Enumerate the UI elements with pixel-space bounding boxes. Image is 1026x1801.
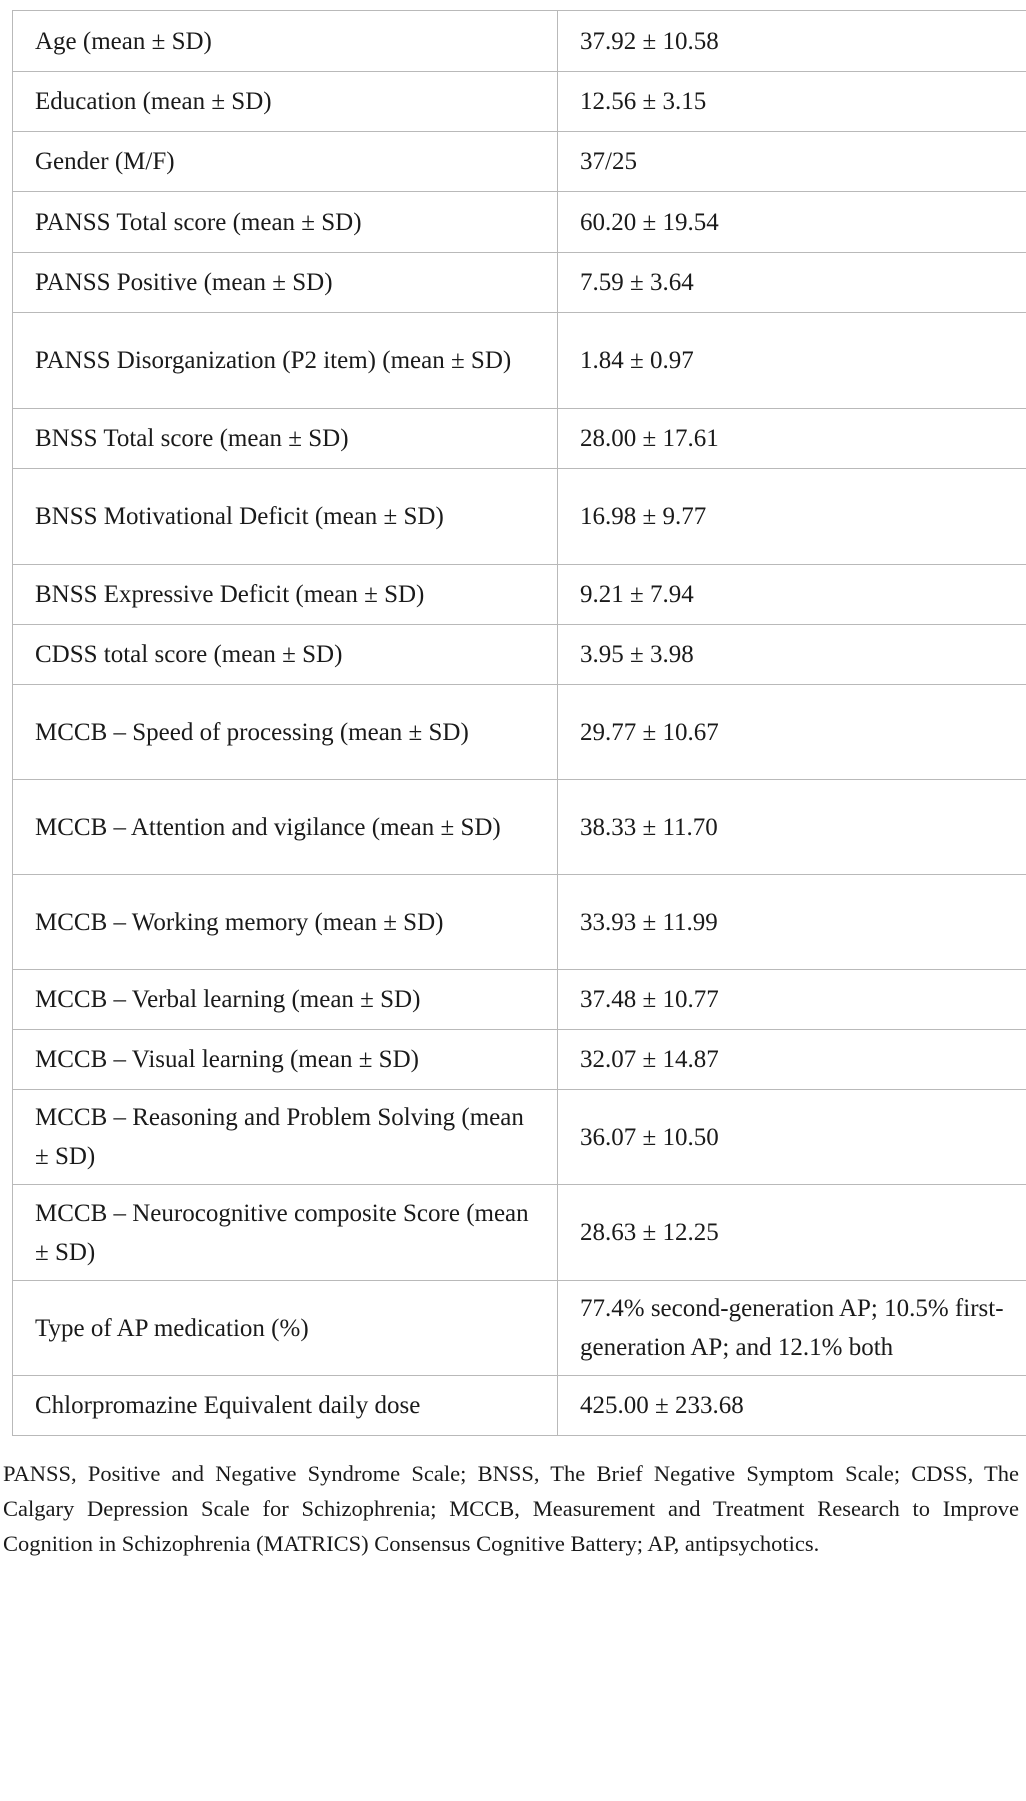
table-row xyxy=(13,72,1026,132)
table-row xyxy=(13,1281,1026,1376)
value-cell: 37.48 ± 10.77 xyxy=(558,970,1026,1030)
value-cell: 37.92 ± 10.58 xyxy=(558,11,1026,72)
table-row xyxy=(13,1090,1026,1185)
value-cell: 77.4% second-generation AP; 10.5% first-generation AP; and 12.1% both xyxy=(558,1281,1026,1376)
variable-cell: CDSS total score (mean ± SD) xyxy=(13,625,558,685)
demographics-table xyxy=(12,10,1026,1436)
variable-cell: MCCB – Neurocognitive composite Score (mean ± SD) xyxy=(13,1185,558,1281)
value-cell: 33.93 ± 11.99 xyxy=(558,875,1026,970)
table-row xyxy=(13,1185,1026,1281)
table-footnote: PANSS, Positive and Negative Syndrome Scale; BNSS, The Brief Negative Symptom Scale; CDSS, The Calgary Depression Scale for Schizophrenia; MCCB, Measurement and Treatment Research to Improve Cognition in Schizophrenia (MATRICS) Consensus Cognitive Battery; AP, antipsychotics. xyxy=(3,1461,1019,1556)
variable-cell: Age (mean ± SD) xyxy=(13,11,558,72)
variable-cell: BNSS Motivational Deficit (mean ± SD) xyxy=(13,469,558,565)
table-row xyxy=(13,1030,1026,1090)
table-row xyxy=(13,313,1026,409)
value-cell: 36.07 ± 10.50 xyxy=(558,1090,1026,1185)
table-row xyxy=(13,970,1026,1030)
variable-cell: PANSS Disorganization (P2 item) (mean ± SD) xyxy=(13,313,558,409)
variable-cell: MCCB – Attention and vigilance (mean ± SD) xyxy=(13,780,558,875)
value-cell: 28.63 ± 12.25 xyxy=(558,1185,1026,1281)
variable-cell: Chlorpromazine Equivalent daily dose xyxy=(13,1376,558,1436)
table-row xyxy=(13,132,1026,192)
value-cell: 425.00 ± 233.68 xyxy=(558,1376,1026,1436)
value-cell: 16.98 ± 9.77 xyxy=(558,469,1026,565)
table-row xyxy=(13,409,1026,469)
value-cell: 29.77 ± 10.67 xyxy=(558,685,1026,780)
variable-cell: PANSS Positive (mean ± SD) xyxy=(13,253,558,313)
table-row xyxy=(13,469,1026,565)
variable-cell: MCCB – Visual learning (mean ± SD) xyxy=(13,1030,558,1090)
variable-cell: BNSS Expressive Deficit (mean ± SD) xyxy=(13,565,558,625)
variable-cell: MCCB – Working memory (mean ± SD) xyxy=(13,875,558,970)
value-cell: 38.33 ± 11.70 xyxy=(558,780,1026,875)
variable-cell: PANSS Total score (mean ± SD) xyxy=(13,192,558,253)
value-cell: 3.95 ± 3.98 xyxy=(558,625,1026,685)
value-cell: 60.20 ± 19.54 xyxy=(558,192,1026,253)
value-cell: 1.84 ± 0.97 xyxy=(558,313,1026,409)
table-row xyxy=(13,253,1026,313)
variable-cell: MCCB – Reasoning and Problem Solving (mean ± SD) xyxy=(13,1090,558,1185)
variable-cell: Education (mean ± SD) xyxy=(13,72,558,132)
value-cell: 9.21 ± 7.94 xyxy=(558,565,1026,625)
value-cell: 28.00 ± 17.61 xyxy=(558,409,1026,469)
variable-cell: MCCB – Verbal learning (mean ± SD) xyxy=(13,970,558,1030)
table-row xyxy=(13,685,1026,780)
value-cell: 37/25 xyxy=(558,132,1026,192)
table-row xyxy=(13,192,1026,253)
table-row xyxy=(13,565,1026,625)
value-cell: 7.59 ± 3.64 xyxy=(558,253,1026,313)
variable-cell: BNSS Total score (mean ± SD) xyxy=(13,409,558,469)
table-row xyxy=(13,875,1026,970)
value-cell: 32.07 ± 14.87 xyxy=(558,1030,1026,1090)
value-cell: 12.56 ± 3.15 xyxy=(558,72,1026,132)
table-container xyxy=(3,10,1019,1584)
table-row xyxy=(13,11,1026,72)
table-row xyxy=(13,625,1026,685)
variable-cell: MCCB – Speed of processing (mean ± SD) xyxy=(13,685,558,780)
variable-cell: Gender (M/F) xyxy=(13,132,558,192)
table-row xyxy=(13,780,1026,875)
table-row xyxy=(13,1376,1026,1436)
variable-cell: Type of AP medication (%) xyxy=(13,1281,558,1376)
